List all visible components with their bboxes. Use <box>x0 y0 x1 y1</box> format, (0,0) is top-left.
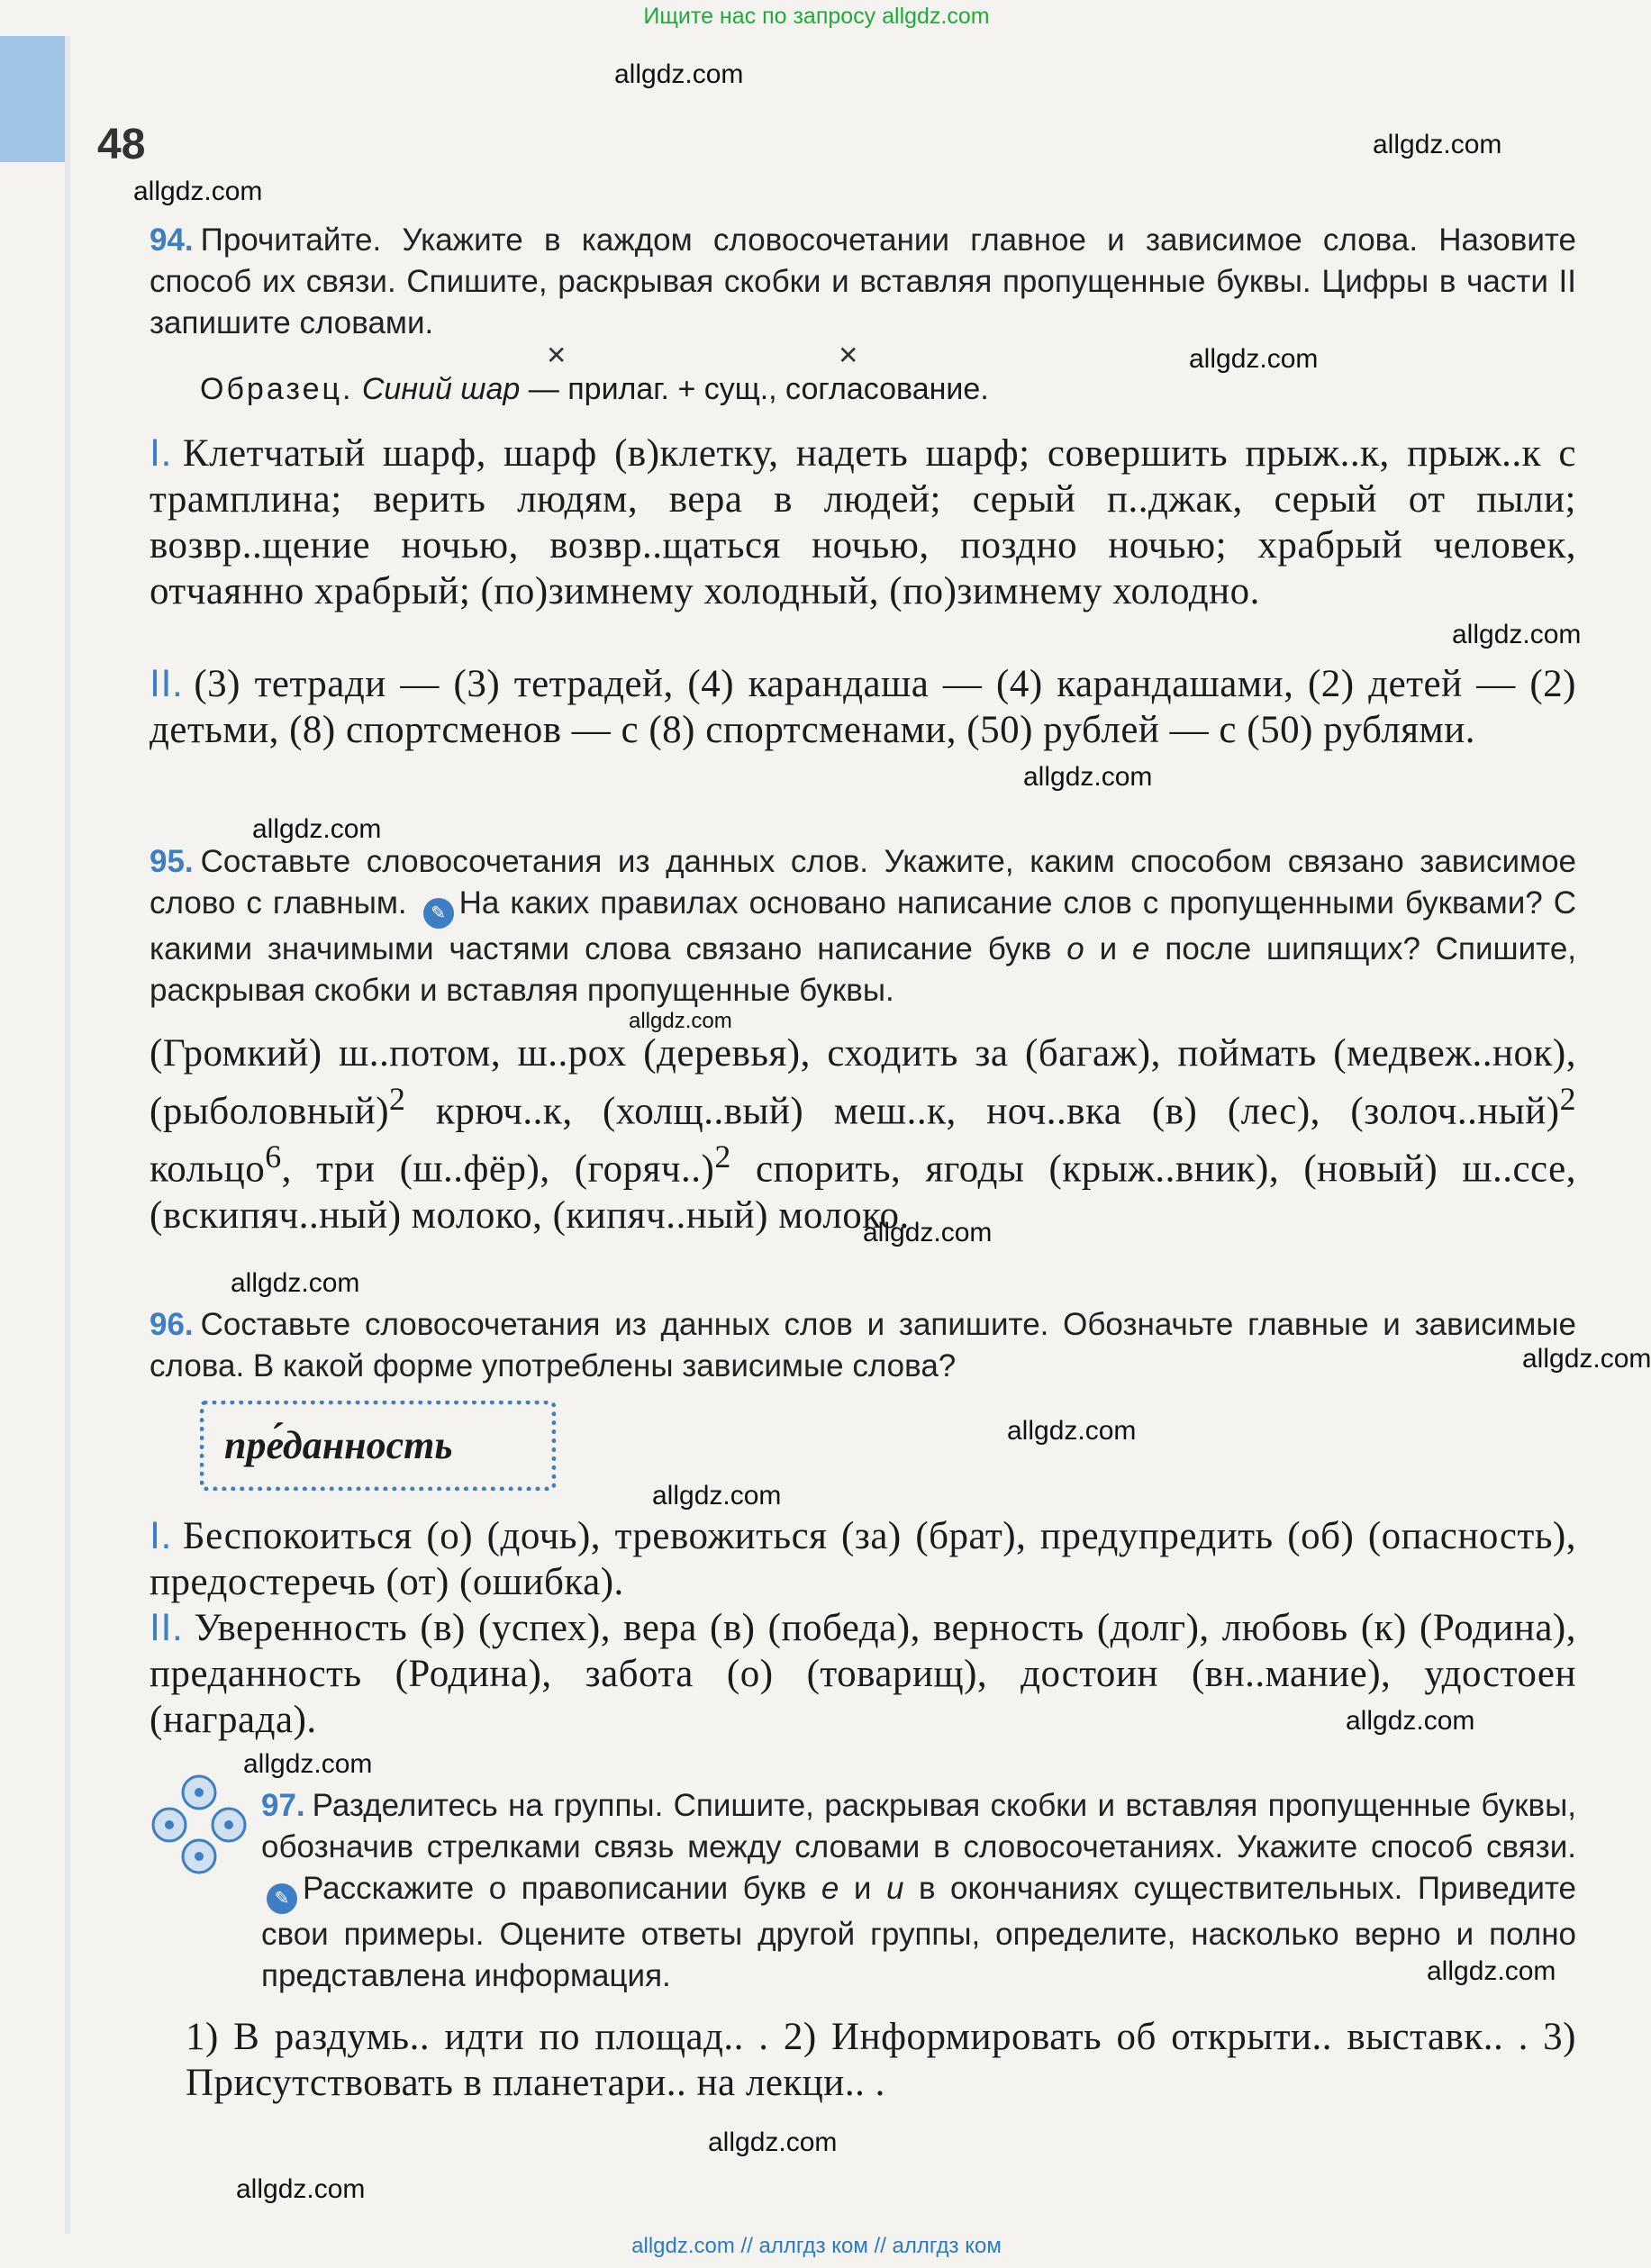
ex95-instruction-b: На каких правилах основано написание слов с пропущенными буквами? С какими значимыми частями слова связано написание букв <box>150 885 1576 966</box>
cross-mark-icon: ✕ <box>546 341 567 369</box>
footnote-mark: 2 <box>714 1139 731 1175</box>
ex97-number: 97. <box>261 1788 305 1823</box>
sample-rest: — прилаг. + сущ., согласование. <box>528 372 989 406</box>
ex95-text-2: крюч..к, (холщ..вый) меш..к, ноч..вка (в) (лес), (золоч..ный) <box>435 1090 1560 1133</box>
watermark: allgdz.com <box>1427 1956 1556 1986</box>
ex94-part2 <box>150 661 1576 753</box>
page-margin-strip <box>65 36 70 2234</box>
pencil-icon: ✎ <box>267 1883 297 1914</box>
pencil-icon: ✎ <box>423 898 454 929</box>
ex95-instruction <box>150 841 1576 1012</box>
footer-links[interactable]: allgdz.com // аллгдз ком // аллгдз ком <box>631 2234 1002 2258</box>
cross-mark-icon: ✕ <box>838 341 859 369</box>
ex94-part2-text: (3) тетради — (3) тетрадей, (4) карандаша — (4) карандашами, (2) детей — (2) детьми, (8) спортсменов — с (8) спортсменами, (50) рублей — с (50) рублями. <box>150 663 1576 751</box>
sample-phrase: Синий шар <box>361 372 521 406</box>
ex94-part1-text: Клетчатый шарф, шарф (в)клетку, надеть шарф; совершить прыж..к, прыж..к с трамплина; верить людям, вера в людей; серый п..джак, серый от пыли; возвр..щение ночью, возвр..щаться ночью, поздно ночью; храбрый человек, отчаянно храбрый; (по)зимнему холодный, (по)зимнему холодно. <box>150 432 1576 612</box>
ex96-number: 96. <box>150 1307 194 1342</box>
group-work-icon <box>150 1773 249 1876</box>
ex96-part2-label: II. <box>150 1606 184 1649</box>
watermark: allgdz.com <box>863 1218 993 1247</box>
watermark: allgdz.com <box>1346 1706 1475 1736</box>
ex97-instruction-a: Разделитесь на группы. Спишите, раскрывая скобки и вставляя пропущенные буквы, обозначив стрелками связь между словами в словосочетаниях. Укажите способ связи. <box>261 1788 1576 1864</box>
footnote-mark: 2 <box>1559 1081 1576 1117</box>
sample-label: Образец. <box>200 372 354 406</box>
ex96-part1-label: I. <box>150 1514 172 1557</box>
top-banner[interactable]: Ищите нас по запросу allgdz.com <box>643 4 990 29</box>
ex97-text-content: 1) В раздумь.. идти по площад.. . 2) Информировать об открыти.. выставк.. . 3) Присутствовать в планетари.. на лекци.. . <box>186 2016 1576 2104</box>
ex97-letter-i: и <box>885 1871 904 1906</box>
ex95-text-1: (Громкий) ш..потом, ш..рох (деревья), сходить за (багаж), поймать (медвеж..нок), (рыболовный) <box>150 1032 1576 1133</box>
ex95-text <box>150 1030 1576 1238</box>
ex95-instruction-a: Составьте словосочетания из данных слов. Укажите, каким способом связано зависимое слово с главным. <box>150 844 1576 921</box>
ex96-part1 <box>150 1513 1576 1605</box>
page-number: 48 <box>97 121 146 168</box>
ex95-letter-e: е <box>1132 931 1150 966</box>
watermark: allgdz.com <box>1522 1344 1651 1374</box>
ex95-number: 95. <box>150 844 194 879</box>
page-corner-tab <box>0 36 65 162</box>
ex95-text-5: спорить, ягоды (крыж..вник), (новый) ш..ссе, (вскипяч..ный) молоко, (кипяч..ный) молоко. <box>150 1148 1577 1237</box>
watermark: allgdz.com <box>1452 620 1582 649</box>
ex94-number: 94. <box>150 222 194 258</box>
watermark: allgdz.com <box>252 814 382 844</box>
ex97-letter-e: е <box>821 1871 839 1906</box>
watermark: allgdz.com <box>236 2174 366 2204</box>
ex94-sample <box>200 369 1551 409</box>
watermark: allgdz.com <box>133 177 263 206</box>
footnote-mark: 6 <box>265 1139 282 1175</box>
vocabulary-word-box <box>200 1401 556 1491</box>
ex95-and: и <box>1099 931 1118 966</box>
ex94-part1 <box>150 431 1576 614</box>
watermark: allgdz.com <box>629 1009 732 1033</box>
ex96-instruction <box>150 1304 1576 1387</box>
ex96-instruction-text: Составьте словосочетания из данных слов и запишите. Обозначьте главные и зависимые слова. В какой форме употреблены зависимые слова? <box>150 1307 1576 1383</box>
ex96-part2-text: Уверенность (в) (успех), вера (в) (победа), верность (долг), любовь (к) (Родина), преданность (Родина), забота (о) (товарищ), достоин (вн..мание), удостоен (награда). <box>150 1607 1576 1741</box>
ex97-instruction-b: Расскажите о правописании букв <box>303 1871 807 1906</box>
ex97-instruction <box>261 1785 1576 1997</box>
ex95-text-4: , три (ш..фёр), (горяч..) <box>281 1148 715 1191</box>
ex95-instruction-c: после шипящих? Спишите, раскрывая скобки и вставляя пропущенные буквы. <box>150 931 1577 1008</box>
ex94-instruction <box>150 220 1576 344</box>
ex94-instruction-text: Прочитайте. Укажите в каждом словосочетании главное и зависимое слова. Назовите способ их связи. Спишите, раскрывая скобки и вставляя пропущенные буквы. Цифры в части II запишите словами. <box>150 222 1576 340</box>
ex94-part1-label: I. <box>150 431 172 475</box>
watermark: allgdz.com <box>1007 1416 1137 1446</box>
ex97-text <box>186 2014 1576 2106</box>
ex95-letter-o: о <box>1066 931 1084 966</box>
ex96-part1-text: Беспокоиться (о) (дочь), тревожиться (за) (брат), предупредить (об) (опасность), предостеречь (от) (ошибка). <box>150 1515 1576 1603</box>
watermark: allgdz.com <box>1189 344 1319 374</box>
watermark: allgdz.com <box>231 1268 360 1298</box>
watermark: allgdz.com <box>1023 762 1153 792</box>
watermark: allgdz.com <box>708 2127 838 2157</box>
ex94-part2-label: II. <box>150 662 184 705</box>
watermark: allgdz.com <box>1373 130 1502 159</box>
ex97-and: и <box>853 1871 872 1906</box>
watermark: allgdz.com <box>652 1481 782 1510</box>
watermark: allgdz.com <box>614 59 744 89</box>
ex97-instruction-c: в окончаниях существительных. Приведите свои примеры. Оцените ответы другой группы, определите, насколько верно и полно представлена информация. <box>261 1871 1577 1993</box>
ex95-text-3: кольцо <box>150 1148 266 1191</box>
footnote-mark: 2 <box>389 1081 406 1117</box>
vocabulary-word: пре́данность <box>224 1423 453 1467</box>
watermark: allgdz.com <box>243 1749 373 1779</box>
